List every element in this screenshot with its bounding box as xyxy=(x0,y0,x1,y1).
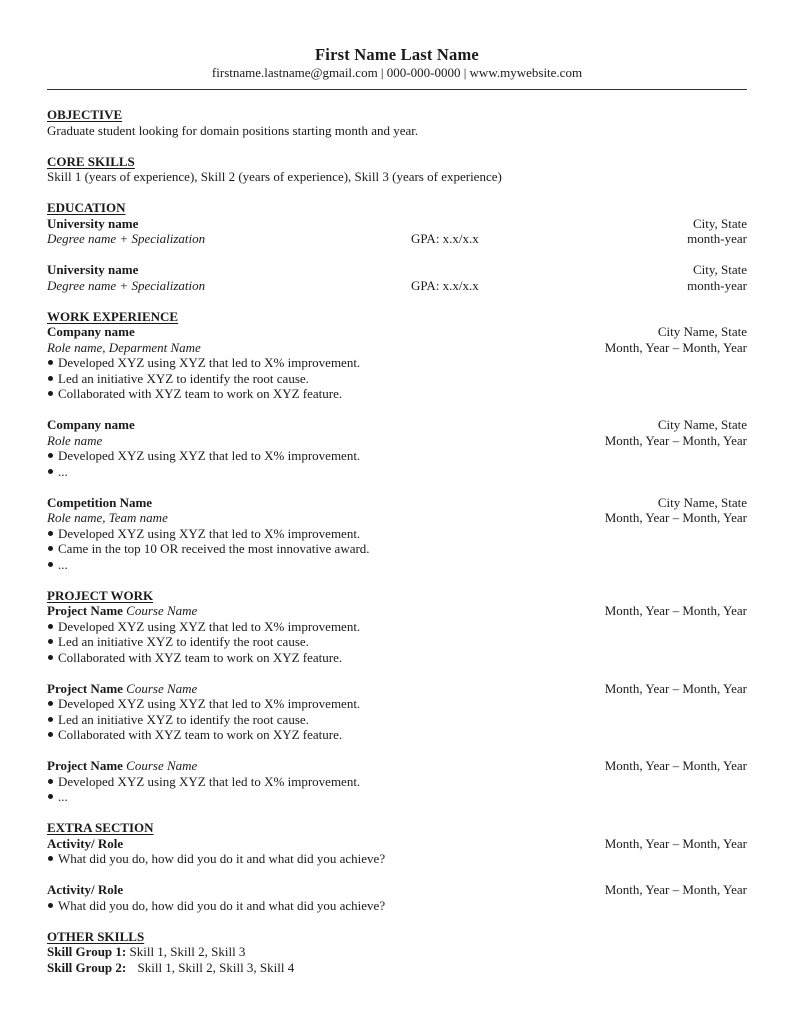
education-entry xyxy=(47,262,747,293)
degree-name: Degree name + Specialization xyxy=(47,231,206,246)
bullet-item xyxy=(47,386,747,402)
skill-group-skills: Skill 1, Skill 2, Skill 3 xyxy=(129,944,246,959)
bullet-text: Led an initiative XYZ to identify the root cause. xyxy=(58,711,309,727)
role-name: Role name, Deparment Name xyxy=(47,339,201,355)
bullet-text: Led an initiative XYZ to identify the root cause. xyxy=(58,370,309,386)
school-name: University name xyxy=(47,262,139,277)
project-name: Project Name xyxy=(47,680,123,696)
bullet-text: ... xyxy=(58,556,68,572)
section-title: OTHER SKILLS xyxy=(47,928,145,944)
work-entry xyxy=(47,417,747,479)
degree-name: Degree name + Specialization xyxy=(47,277,206,293)
bullet-item xyxy=(47,696,747,712)
bullet-item xyxy=(47,898,747,914)
bullet-icon xyxy=(48,546,53,551)
bullet-text: Developed XYZ using XYZ that led to X% improvement. xyxy=(58,355,361,370)
bullet-icon xyxy=(48,562,53,567)
competition-name: Competition Name xyxy=(47,494,153,510)
candidate-name: First Name Last Name xyxy=(315,45,479,64)
bullet-text: Collaborated with XYZ team to work on XYZ feature. xyxy=(58,727,343,742)
bullet-text: Led an initiative XYZ to identify the root cause. xyxy=(58,634,309,649)
bullet-icon xyxy=(48,531,53,536)
work-entry xyxy=(47,324,747,402)
bullet-icon xyxy=(48,903,53,908)
bullet-item xyxy=(47,774,747,790)
bullet-text: Developed XYZ using XYZ that led to X% improvement. xyxy=(58,773,361,789)
competition-entry xyxy=(47,495,747,573)
bullet-item xyxy=(47,851,747,867)
section-core-skills xyxy=(47,154,747,185)
date-range: Month, Year – Month, Year xyxy=(604,339,747,355)
company-name: Company name xyxy=(47,417,135,432)
skill-group-label: Skill Group 1: xyxy=(47,944,127,959)
bullet-text: Developed XYZ using XYZ that led to X% improvement. xyxy=(58,618,361,634)
bullet-text: Developed XYZ using XYZ that led to X% improvement. xyxy=(58,696,361,711)
bullet-item xyxy=(47,464,747,480)
bullet-item xyxy=(47,789,747,805)
resume-content xyxy=(47,107,747,991)
date-range: Month, Year – Month, Year xyxy=(604,882,747,897)
bullet-item xyxy=(47,448,747,464)
bullet-text: Collaborated with XYZ team to work on XYZ feature. xyxy=(58,386,343,401)
section-education xyxy=(47,200,747,293)
activity-entry xyxy=(47,882,747,913)
header-divider xyxy=(47,89,747,90)
bullet-text: What did you do, how did you do it and what did you achieve? xyxy=(58,897,386,913)
core-skills-text: Skill 1 (years of experience), Skill 2 (years of experience), Skill 3 (years of experience) xyxy=(47,169,502,184)
date-range: Month, Year – Month, Year xyxy=(604,510,747,525)
section-other-skills xyxy=(47,929,747,976)
bullet-text: What did you do, how did you do it and what did you achieve? xyxy=(58,851,386,866)
bullet-icon xyxy=(48,732,53,737)
graduation-date: month-year xyxy=(687,231,747,246)
bullet-item xyxy=(47,526,747,542)
company-name: Company name xyxy=(47,324,135,339)
resume-header xyxy=(47,0,747,81)
bullet-item xyxy=(47,650,747,666)
graduation-date: month-year xyxy=(687,277,747,293)
school-location: City, State xyxy=(692,215,747,231)
gpa: GPA: x.x/x.x xyxy=(411,277,479,293)
school-name: University name xyxy=(47,215,139,231)
section-objective xyxy=(47,107,747,138)
bullet-icon xyxy=(48,391,53,396)
bullet-icon xyxy=(48,779,53,784)
section-title: EXTRA SECTION xyxy=(47,820,154,835)
skill-group xyxy=(47,944,747,960)
bullet-icon xyxy=(48,376,53,381)
section-work-experience xyxy=(47,309,747,573)
activity-entry xyxy=(47,836,747,867)
bullet-text: ... xyxy=(58,789,68,804)
contact-info: firstname.lastname@gmail.com | 000-000-0000 | www.mywebsite.com xyxy=(211,65,583,80)
bullet-item xyxy=(47,727,747,743)
role-name: Role name, Team name xyxy=(47,510,168,525)
course-name: Course Name xyxy=(126,680,198,696)
bullet-item xyxy=(47,712,747,728)
section-extra xyxy=(47,820,747,913)
bullet-item xyxy=(47,541,747,557)
skill-group-label: Skill Group 2: xyxy=(47,959,127,975)
course-name: Course Name xyxy=(126,758,198,773)
bullet-icon xyxy=(48,701,53,706)
bullet-icon xyxy=(48,717,53,722)
bullet-item xyxy=(47,619,747,635)
section-title: EDUCATION xyxy=(47,200,126,215)
bullet-item xyxy=(47,634,747,650)
bullet-icon xyxy=(48,453,53,458)
date-range: Month, Year – Month, Year xyxy=(604,432,747,448)
bullet-icon xyxy=(48,624,53,629)
bullet-text: Collaborated with XYZ team to work on XYZ feature. xyxy=(58,649,343,665)
date-range: Month, Year – Month, Year xyxy=(604,680,747,696)
section-project-work xyxy=(47,588,747,805)
gpa: GPA: x.x/x.x xyxy=(411,231,479,246)
section-title: OBJECTIVE xyxy=(47,107,123,122)
skill-group xyxy=(47,960,747,976)
activity-role: Activity/ Role xyxy=(47,835,124,851)
company-location: City Name, State xyxy=(657,417,747,432)
bullet-text: ... xyxy=(58,463,68,479)
date-range: Month, Year – Month, Year xyxy=(604,603,747,618)
section-title: WORK EXPERIENCE xyxy=(47,308,179,324)
bullet-text: Developed XYZ using XYZ that led to X% improvement. xyxy=(58,525,361,541)
education-entry xyxy=(47,216,747,247)
bullet-icon xyxy=(48,469,53,474)
project-entry xyxy=(47,681,747,743)
bullet-icon xyxy=(48,655,53,660)
bullet-icon xyxy=(48,360,53,365)
bullet-icon xyxy=(48,794,53,799)
bullet-text: Came in the top 10 OR received the most innovative award. xyxy=(58,541,370,556)
role-name: Role name xyxy=(47,432,103,448)
project-name: Project Name xyxy=(47,603,123,618)
bullet-item xyxy=(47,371,747,387)
course-name: Course Name xyxy=(126,603,198,618)
section-title: CORE SKILLS xyxy=(47,153,135,169)
bullet-item xyxy=(47,557,747,573)
section-title: PROJECT WORK xyxy=(47,587,154,603)
school-location: City, State xyxy=(692,262,747,277)
date-range: Month, Year – Month, Year xyxy=(604,835,747,851)
bullet-icon xyxy=(48,639,53,644)
bullet-item xyxy=(47,355,747,371)
date-range: Month, Year – Month, Year xyxy=(604,758,747,773)
activity-role: Activity/ Role xyxy=(47,882,124,897)
project-name: Project Name xyxy=(47,758,123,773)
bullet-icon xyxy=(48,856,53,861)
bullet-text: Developed XYZ using XYZ that led to X% improvement. xyxy=(58,448,361,463)
competition-location: City Name, State xyxy=(657,494,747,510)
project-entry xyxy=(47,758,747,805)
resume-page xyxy=(47,0,747,975)
skill-group-skills: Skill 1, Skill 2, Skill 3, Skill 4 xyxy=(137,959,295,975)
objective-text: Graduate student looking for domain positions starting month and year. xyxy=(47,122,419,138)
company-location: City Name, State xyxy=(657,324,747,339)
project-entry xyxy=(47,603,747,665)
